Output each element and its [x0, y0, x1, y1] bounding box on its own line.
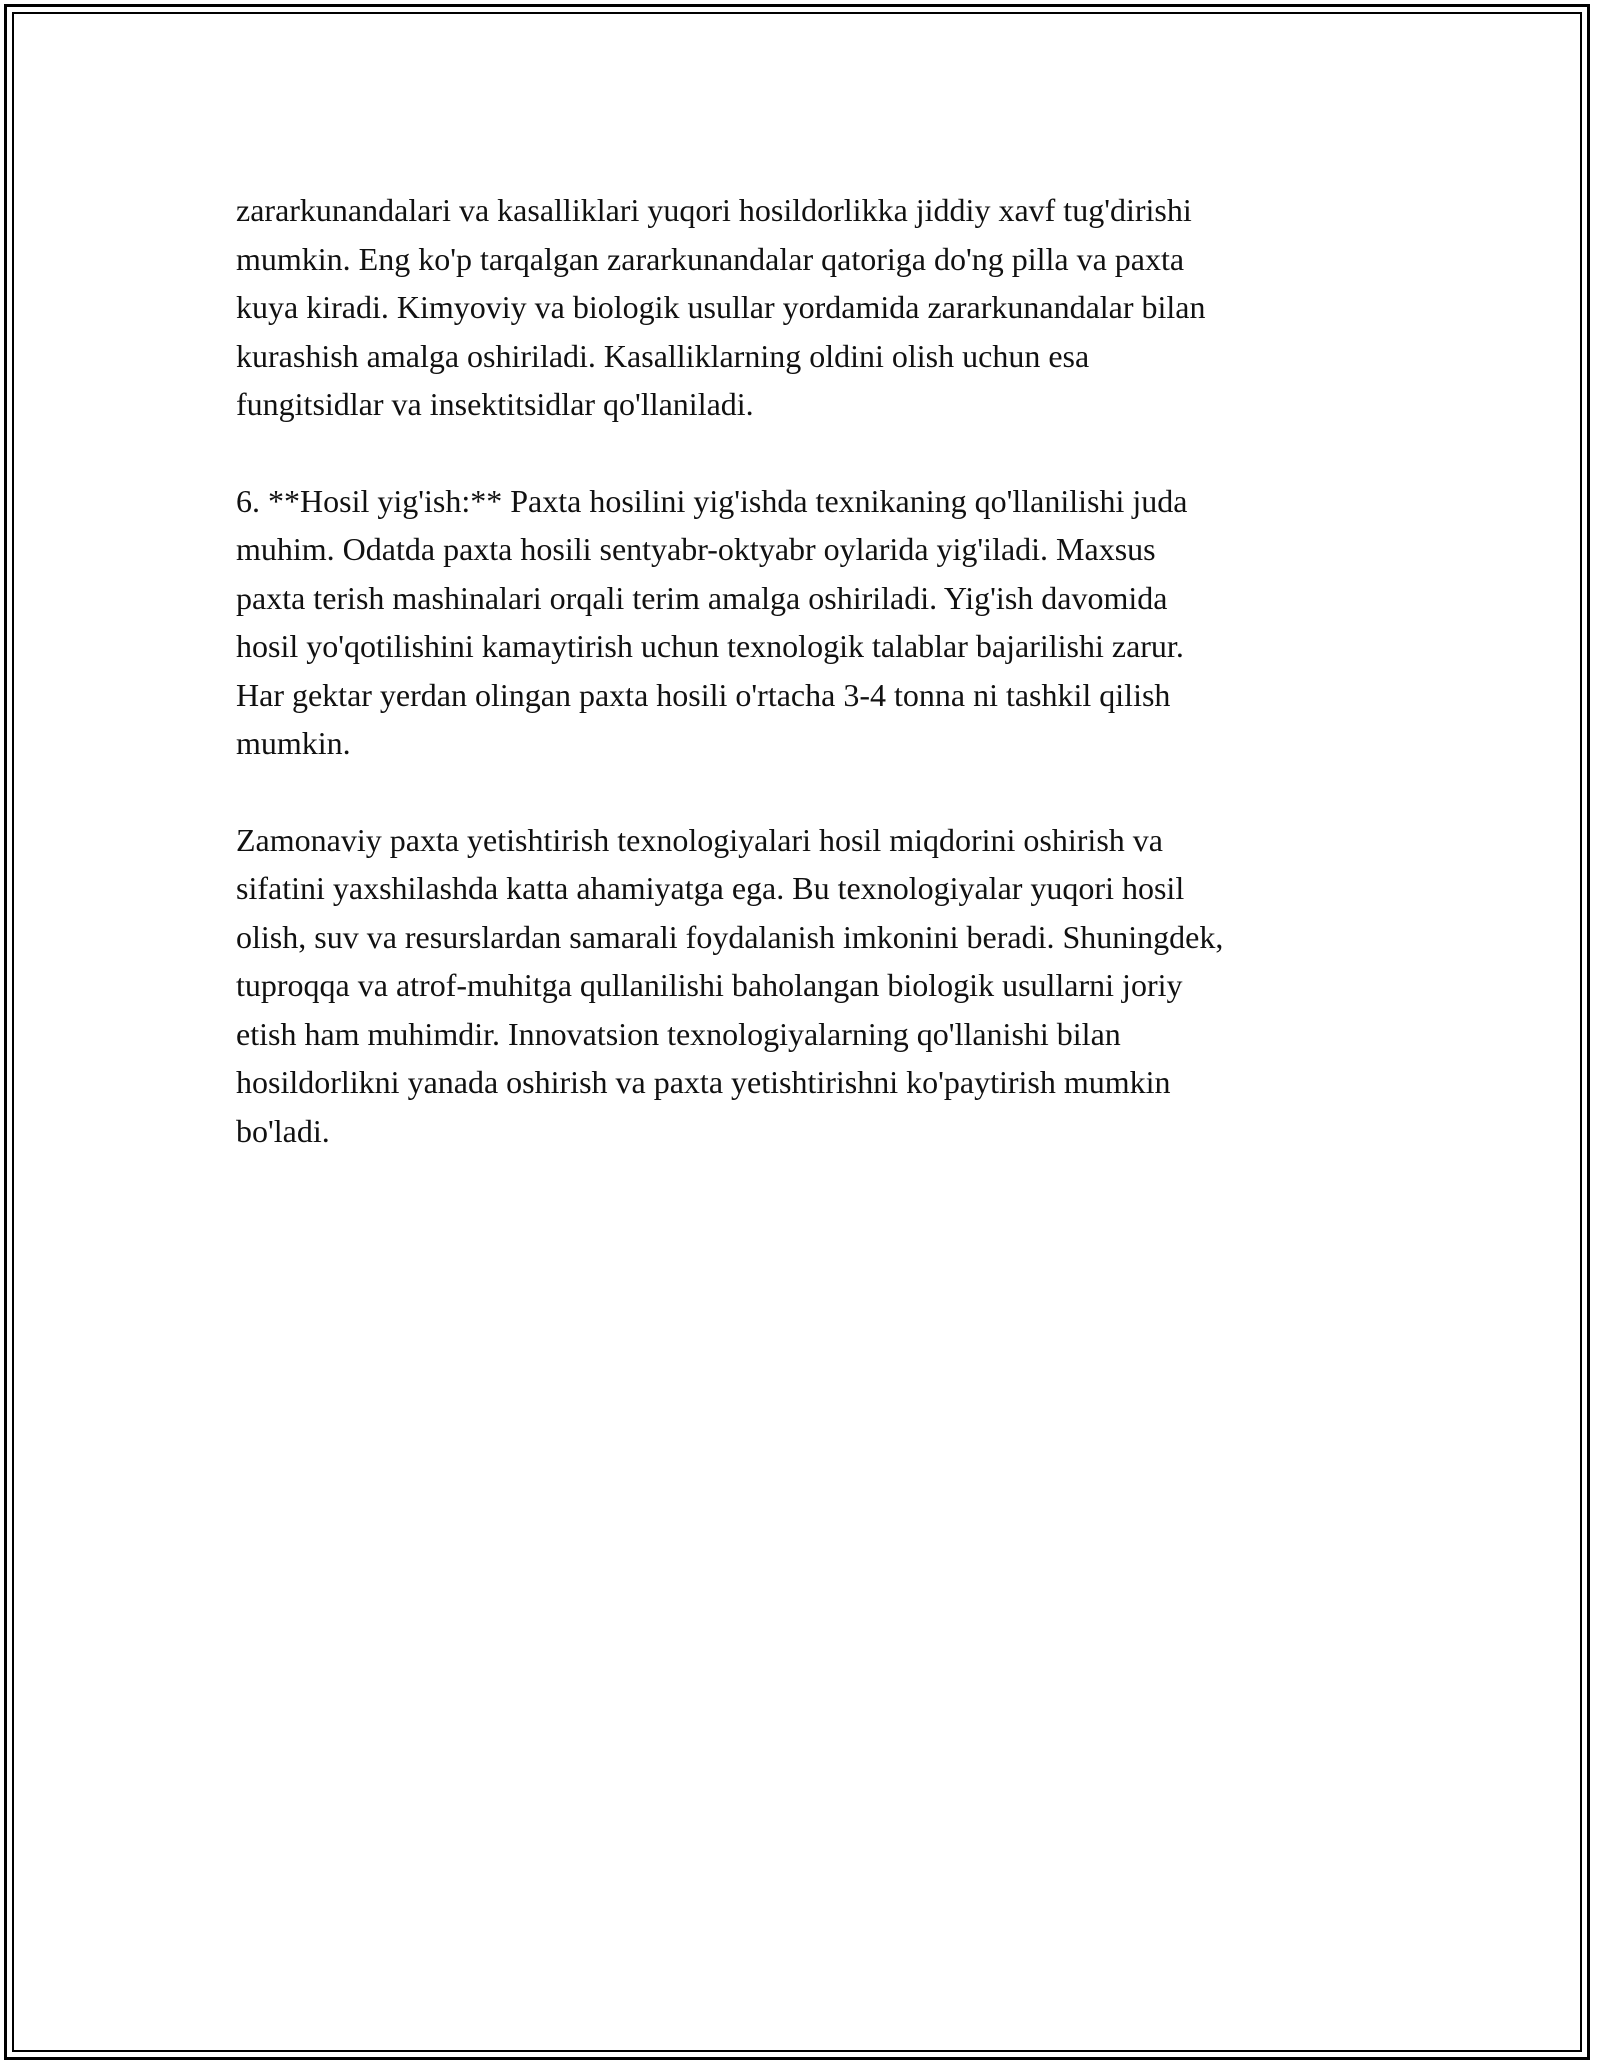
paragraph-harvesting: 6. **Hosil yig'ish:** Paxta hosilini yig'ishda texnikaning qo'llanilishi juda muhim. Odatda paxta hosili sentyabr-oktyabr oylarida yig'iladi. Maxsus paxta terish mashinalari orqali terim amalga oshiriladi. Yig'ish davomida hosil yo'qotilishini kamaytirish uchun texnologik talablar bajarilishi zarur. Har gektar yerdan olingan paxta hosili o'rtacha 3-4 tonna ni tashkil qilish mumkin.: [236, 482, 1188, 761]
paragraph-pests-diseases: zararkunandalari va kasalliklari yuqori hosildorlikka jiddiy xavf tug'dirishi mumkin. Eng ko'p tarqalgan zararkunandalar qatoriga do'ng pilla va paxta kuya kiradi. Kimyoviy va biologik usullar yordamida zararkunandalar bilan kurashish amalga oshiriladi. Kasalliklarning oldini olish uchun esa fungitsidlar va insektitsidlar qo'llaniladi.: [236, 192, 1206, 422]
paragraph-conclusion: Zamonaviy paxta yetishtirish texnologiyalari hosil miqdorini oshirish va sifatini yaxshilashda katta ahamiyatga ega. Bu texnologiyalar yuqori hosil olish, suv va resurslardan samarali foydalanish imkonini beradi. Shuningdek, tuproqqa va atrof-muhitga qullanilishi baholangan biologik usullarni joriy etish ham muhimdir. Innovatsion texnologiyalarning qo'llanishi bilan hosildorlikni yanada oshirish va paxta yetishtirishni ko'paytirish mumkin bo'ladi.: [236, 821, 1224, 1149]
document-body: [236, 186, 1376, 1203]
